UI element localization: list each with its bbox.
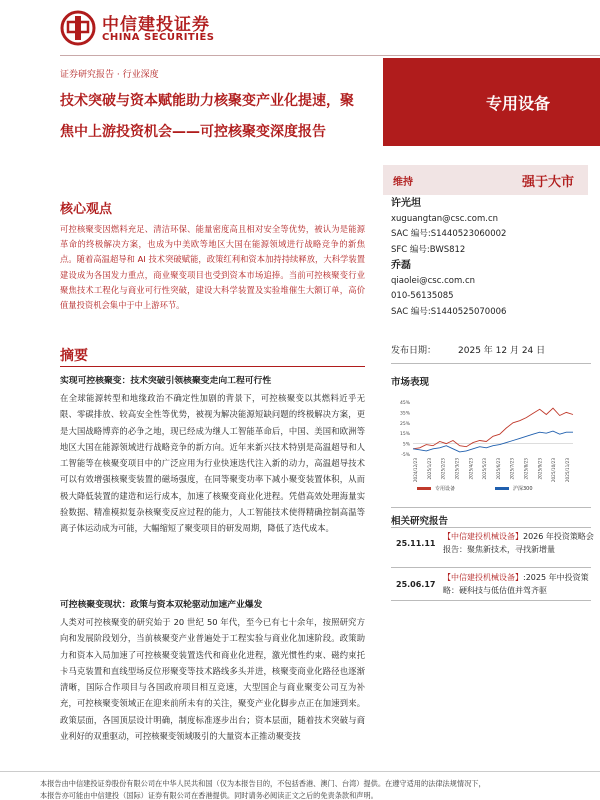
publish-date (391, 343, 545, 356)
logo-mark-icon (60, 10, 96, 46)
y-tick-label: 35% (399, 411, 410, 417)
analyst-sac: SAC 编号:S1440523060002 (391, 229, 507, 239)
analyst-name: 许光坦 (391, 198, 421, 209)
y-tick-label: -5% (401, 453, 410, 458)
footer-divider (0, 771, 600, 772)
analyst-sfc: SFC 编号:BWS812 (391, 244, 466, 255)
legend-label: 专用设备 (435, 486, 456, 492)
analyst-phone: 010-56135085 (391, 291, 454, 301)
market-title: 市场表现 (391, 377, 430, 388)
x-tick-label: 2025/5/23 (482, 458, 488, 480)
section-paragraph: 在全球能源转型和地缘政治不确定性加剧的背景下，可控核聚变以其燃料近乎无限、零碳排放、较高安全性等优势，被视为解决能源短缺问题的终极解决方案，更是大国战略博弈的必争之地，现已经成为继人工智能革命后，中国、美国和欧洲等地区大国在能源领域进行战略竞争的新方向。近年来新兴技术特别是高温超导和人工智能等在核聚变项目中的广泛应用为行业快速迭代注入新的动力，高温超导技术可以有效增强核聚变装置的磁场强度，在同等聚变功率下减小聚变装置体积，从而极大降低装置的建造和运行成本，加速了核聚变商业化进程。凭借高效处理海量实验数据、精准模拟复杂核聚变反应过程的能力，人工智能技术使得精确控制高温等离子体运动成为可能，大幅缩短了聚变项目的研发周期，降低了迭代成本。 (60, 393, 365, 534)
research-desc (443, 531, 598, 556)
research-source: 【中信建投机械设备】 (443, 532, 523, 541)
y-tick-label: 25% (399, 421, 410, 427)
summary-title: 摘要 (60, 348, 88, 364)
research-date: 25.11.11 (396, 539, 436, 548)
x-tick-label: 2024/12/23 (413, 458, 418, 483)
x-tick-label: 2025/7/23 (509, 458, 515, 480)
x-tick-label: 2025/9/23 (537, 458, 543, 480)
sector-name: 专用设备 (485, 94, 550, 113)
x-tick-label: 2025/3/23 (454, 458, 460, 480)
analyst-email[interactable]: xuguangtan@csc.com.cn (391, 213, 499, 224)
rating-previous: 维持 (393, 177, 413, 188)
legend-label: 沪深300 (513, 486, 533, 492)
series-line (413, 431, 573, 452)
analyst-email[interactable]: qiaolei@csc.com.cn (391, 275, 476, 286)
legend-swatch (417, 487, 431, 490)
report-title: 技术突破与资本赋能助力核聚变产业化提速，聚焦中上游投资机会——可控核聚变深度报告 (60, 93, 354, 140)
disclaimer-line: 本报告由中信建投证券股份有限公司在中华人民共和国（仅为本报告目的，不包括香港、澳门、台湾）提供。在遵守适用的法律法规情况下， (40, 779, 486, 788)
research-desc (443, 572, 598, 597)
core-view-text: 可控核聚变因燃料充足、清洁环保、能量密度高且相对安全等优势，被认为是能源革命的终极解决方案，也成为中美欧等地区大国在能源领域进行战略竞争的新焦点。随着高温超导和 AI 技术突破赋能，政策红利和资本加持持续释放，大科学装置建设成为各国发力重点，商业聚变项目也受到资本市场追捧。当前可控核聚变行业聚焦技术工程化与商业可行性突破，建设大科学装置及实验堆催生大额订单，高价值量投资机会集中于中上游环节。 (60, 224, 365, 311)
research-text: :2025 年中投资策略：硬科技与低估值并驾齐驱 (443, 573, 589, 595)
core-view-title: 核心观点 (60, 202, 113, 217)
x-tick-label: 2025/11/23 (565, 458, 570, 483)
company-logo (60, 8, 230, 48)
research-text: 2026 年投资策略会报告：聚焦新技术，寻找新增量 (443, 532, 594, 554)
research-item[interactable] (391, 531, 596, 569)
analyst-name: 乔磊 (391, 260, 411, 271)
side-divider (391, 363, 591, 364)
research-date: 25.06.17 (396, 580, 436, 589)
x-tick-label: 2025/4/23 (468, 458, 474, 480)
side-divider (391, 600, 591, 601)
market-performance-chart (391, 396, 581, 501)
x-tick-label: 2025/10/23 (551, 458, 557, 483)
related-research-title: 相关研究报告 (391, 516, 449, 527)
publish-date-value: 2025 年 12 月 24 日 (458, 346, 546, 356)
legend-swatch (495, 487, 509, 490)
logo-name-cn: 中信建投证券 (102, 15, 210, 35)
header-divider (60, 55, 600, 56)
x-tick-label: 2025/8/23 (523, 458, 529, 480)
series-line (413, 408, 573, 449)
report-type: 证券研究报告 · 行业深度 (60, 70, 159, 80)
y-tick-label: 45% (399, 401, 410, 406)
section-paragraph: 人类对可控核聚变的研究始于 20 世纪 50 年代，至今已有七十余年，按照研究方向和发展阶段划分，当前核聚变产业普遍处于工程实验与商业化加速阶段。政策助力和资本入局加速了可控核聚变装置迭代和商业化进程，激光惯性约束、磁约束托卡马克装置和直线型场反位形聚变等技术路线多头并进，核聚变商业化路径也逐渐清晰，国际合作项目与各国政府项目相互竞速，大型国企与商业聚变公司互为补充，可控核聚变领域正在迎来前所未有的关注，聚变产业化脚步点正在加速到来。政策层面，各国顶层设计明确，制度标准逐步出台；资本层面，随着技术突破与商业利好的双重驱动，可控核聚变领域吸引的大量资本正推动聚变技 (60, 617, 365, 742)
side-divider (391, 527, 591, 528)
publish-date-label: 发布日期： (391, 346, 437, 356)
analyst-sac: SAC 编号:S1440525070006 (391, 306, 507, 317)
y-tick-label: 15% (399, 432, 410, 438)
research-source: 【中信建投机械设备】 (443, 573, 523, 582)
side-divider (391, 567, 591, 568)
section-heading: 可控核聚变现状：政策与资本双轮驱动加速产业爆发 (60, 600, 263, 610)
sector-banner (383, 58, 600, 146)
x-tick-label: 2025/1/23 (426, 458, 432, 480)
side-divider (391, 507, 591, 508)
y-tick-label: 5% (402, 442, 410, 448)
research-item[interactable] (391, 572, 596, 602)
disclaimer (40, 778, 600, 800)
rating-current: 强于大市 (521, 175, 574, 190)
section-heading: 实现可控核聚变：技术突破引领核聚变走向工程可行性 (60, 376, 272, 386)
rating-bar (383, 165, 588, 195)
x-tick-label: 2025/6/23 (495, 458, 501, 480)
logo-name-en: CHINA SECURITIES (102, 32, 215, 43)
x-tick-label: 2025/2/23 (440, 458, 446, 480)
summary-divider (60, 366, 365, 367)
analyst-info (391, 196, 591, 320)
disclaimer-line: 本报告亦可能由中信建投（国际）证券有限公司在香港提供。同时请务必阅读正文之后的免责条款和声明。 (40, 790, 378, 800)
